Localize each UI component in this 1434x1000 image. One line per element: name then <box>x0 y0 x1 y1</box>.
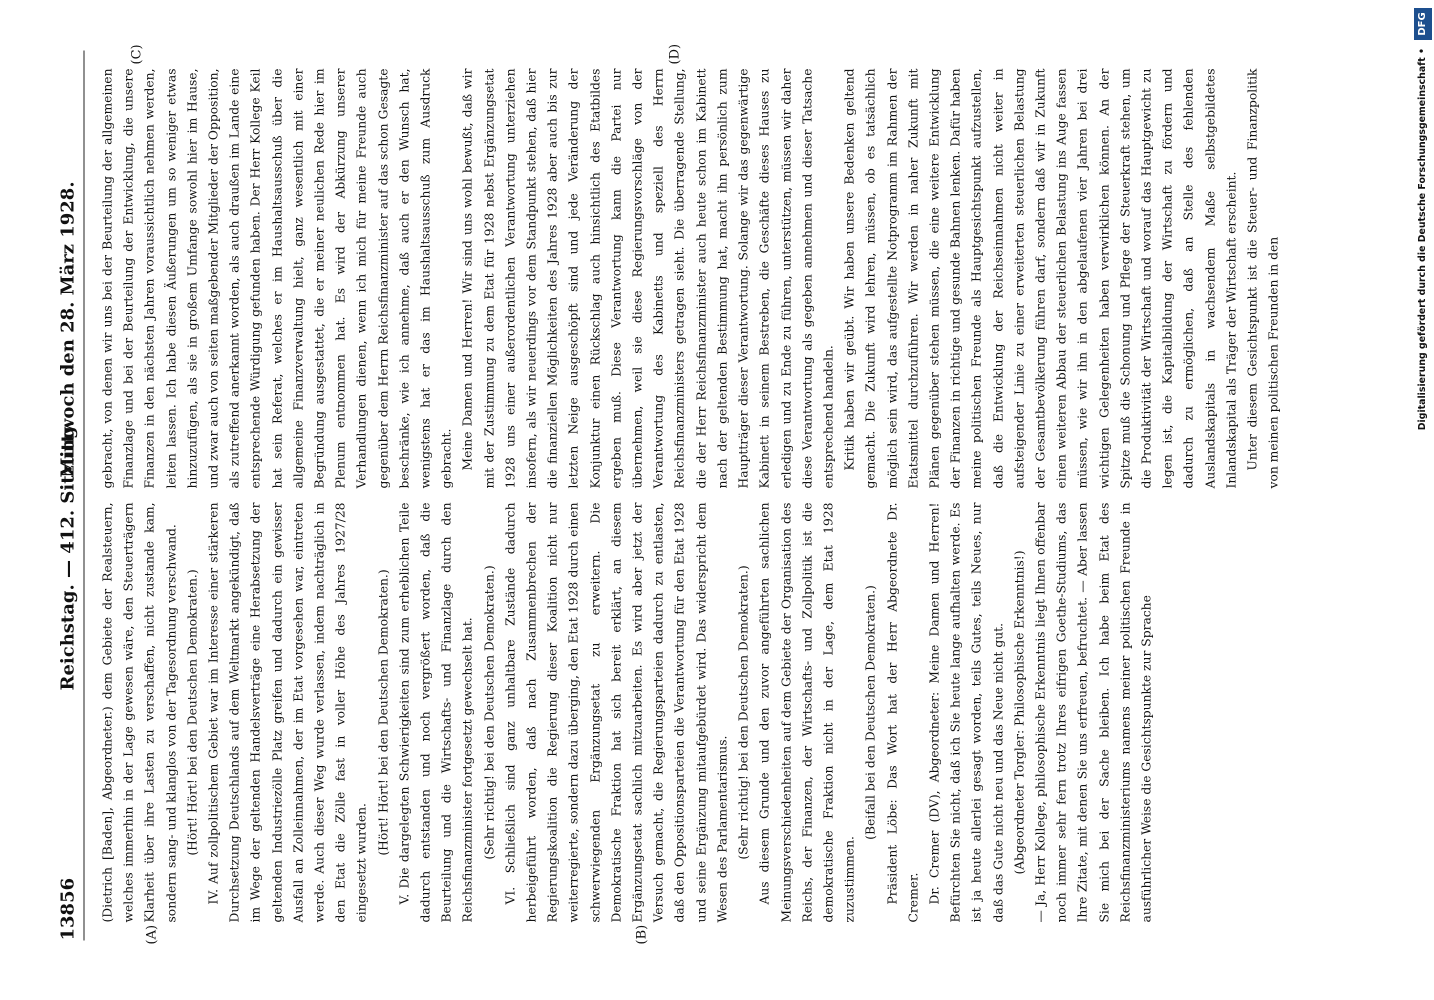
paragraph: V. Die dargelegten Schwierigkeiten sind zum erheblichen Teile dadurch entstanden und noch vergrößert worden, daß die Beurteilung und die Wirtschafts- und Finanzlage durch den Reichsfinanzminister fortgesetzt gewechselt hat. <box>397 502 475 923</box>
margin-marker-c: (C) <box>129 44 145 65</box>
paragraph: — Ja, Herr Kollege, philosophische Erkenntnis liegt Ihnen offenbar noch immer sehr fern trotz Ihres eifrigen Goethe-Studiums, das Ihre Zitate, mit denen Sie uns erfreuen, befruchtet. — Aber lassen Sie mich bei der Sache bleiben. Ich habe beim Etat des Reichsfinanzministeriums namens meiner politischen Freunde in ausführlicher Weise die Gesichtspunkte zur Sprache <box>1033 502 1154 923</box>
interjection: (Beifall bei den Deutschen Demokraten.) <box>863 585 878 840</box>
dfg-logo-text: DFG <box>1417 12 1428 36</box>
interjection: (Hört! Hört! bei den Deutschen Demokraten.) <box>185 569 200 856</box>
right-text-column <box>98 69 1363 489</box>
credit-text: Digitalisierung gefördert durch die Deutsche Forschungsgemeinschaft • <box>1417 48 1428 431</box>
paragraph: IV. Auf zollpolitischem Gebiet war im Interesse einer stärkeren Durchsetzung Deutschlands auf dem Weltmarkt angekündigt, daß im Wege der geltenden Handelsverträge eine Herabsetzung der geltenden Industriezölle Platz greifen und dadurch ein gewisser Ausfall an Zolleinnahmen, der im Etat vorgesehen war, eintreten werde. Auch dieser Weg wurde verlassen, indem nachträglich in den Etat die Zölle fast in voller Höhe des Jahres 1927/28 eingesetzt wurden. <box>206 502 369 923</box>
page-header <box>50 51 90 941</box>
left-text-column <box>98 503 1363 923</box>
paragraph: Unter diesem Gesichtspunkt ist die Steuer- und Finanzpolitik von meinen politischen Freunden in den <box>1245 68 1281 489</box>
paragraph: VI. Schließlich sind ganz unhaltbare Zustände dadurch herbeigeführt worden, daß nach Zusammenbrechen der Regierungskoalition die Regierung dieser Koalition nicht nur weiterregierte, sondern dazu überging, den Etat 1928 durch einen schwerwiegenden Ergänzungsetat zu erweitern. Die Demokratische Fraktion hat sich bereit erklärt, an diesem Ergänzungsetat sachlich mitzuarbeiten. Es wird aber jetzt der Versuch gemacht, die Regierungsparteien dadurch zu entlasten, daß den Oppositionsparteien die Verantwortung für den Etat 1928 und seine Ergänzung mitaufgebürdet wird. Das widerspricht dem Wesen des Parlamentarismus. <box>503 502 730 923</box>
paragraph: (Dietrich [Baden], Abgeordneter.) dem Gebiete der Realsteuern, welches immerhin in der Lage gewesen wäre, den Steuerträgern Klarheit über ihre Lasten zu verschaffen, nicht zustande kam, sondern sang- und klanglos von der Tagesordnung verschwand. <box>100 502 179 923</box>
margin-marker-b: (B) <box>634 924 650 945</box>
paragraph: Meine Damen und Herren! Wir sind uns wohl bewußt, daß wir mit der Zustimmung zu dem Etat für 1928 nebst Ergänzungsetat 1928 uns einer außerordentlichen Verantwortung unterziehen insofern, als wir neuerdings vor dem Standpunkt stehen, daß hier die finanziellen Möglichkeiten des Jahres 1928 aber auch bis zur letzten Neige ausgeschöpft sind und jede Veränderung der Konjunktur einen Rückschlag auch hinsichtlich des Etatbildes ergeben muß. Diese Verantwortung kann die Partei nur übernehmen, weil sie diese Regierungsvorschläge von der Verantwortung des Kabinetts und speziell des Herrn Reichsfinanzministers getragen sieht. Die überragende Stellung, die der Herr Reichsfinanzminister auch heute schon im Kabinett nach der geltenden Bestimmung hat, macht ihn persönlich zum Hauptträger dieser Verantwortung. Solange wir das gegenwärtige Kabinett in seinem Bestreben, die Geschäfte dieses Hauses zu erledigen und zu Ende zu führen, unterstützen, müssen wir daher diese Verantwortung als gegeben annehmen und dieser Tatsache entsprechend handeln. <box>460 68 836 489</box>
session-date: Mittwoch den 28. März 1928. <box>57 181 79 478</box>
paragraph: Aus diesem Grunde und den zuvor angeführten sachlichen Meinungsverschiedenheiten auf dem Gebiete der Organisation des Reichs, der Finanzen, der Wirtschafts- und Zollpolitik ist die demokratische Fraktion nicht in der Lage, dem Etat 1928 zuzustimmen. <box>757 502 857 923</box>
page-number: 13856 <box>57 877 79 941</box>
paragraph: gebracht, von denen wir uns bei der Beurteilung der allgemeinen Finanzlage und bei der Beurteilung der Entwicklung, die unsere Finanzen in den nächsten Jahren voraussichtlich nehmen werden, leiten lassen. Ich habe diesen Äußerungen um so weniger etwas hinzuzufügen, als sie in großem Umfange sowohl hier im Hause, und zwar auch von seiten maßgebender Mitglieder der Opposition, als zutreffend anerkannt worden, als auch draußen im Lande eine entsprechende Würdigung gefunden haben. Der Herr Kollege Keil hat sein Referat, welches er im Haushaltsausschuß über die allgemeine Finanzverwaltung hielt, ganz wesentlich mit einer Begründung ausgestattet, die er meiner neulichen Rede hier im Plenum entnommen hat. Es wird der Abkürzung unserer Verhandlungen dienen, wenn ich mich für meine Freunde auch gegenüber dem Herrn Reichsfinanzminister auf das schon Gesagte beschränke, wie ich annehme, daß auch er den Wunsch hat, wenigstens hat er das im Haushaltsausschuß zum Ausdruck gebracht. <box>100 68 454 489</box>
rotated-document-page <box>50 43 1385 945</box>
header-rule <box>84 51 85 941</box>
margin-marker-a: (A) <box>144 924 160 945</box>
margin-marker-d: (D) <box>667 43 683 65</box>
interjection: (Hört! Hört! bei den Deutschen Demokraten.) <box>376 569 391 856</box>
paragraph: Dr. Cremer (DV), Abgeordneter: Meine Damen und Herren! Befürchten Sie nicht, daß ich Sie heute lange aufhalten werde. Es ist ja heute allerlei gesagt worden, teils Gutes, teils Neues, nur daß das Gute nicht neu und das Neue nicht gut. <box>927 502 1006 923</box>
speaker-announcement: Präsident Löbe: Das Wort hat der Herr Abgeordnete Dr. Cremer. <box>885 502 921 923</box>
session-title: Reichstag. — 412. Sitzung. <box>57 420 79 691</box>
paragraph: Kritik haben wir geübt. Wir haben unsere Bedenken geltend gemacht. Die Zukunft wird lehren, müssen, ob es tatsächlich möglich sein wird, das aufgestellte Notprogramm im Rahmen der Etatsmittel durchzuführen. Wir werden in naher Zukunft mit Plänen gegenüber stehen müssen, die eine weitere Entwicklung der Finanzen in richtige und gesunde Bahnen lenken. Dafür haben meine politischen Freunde als Hauptgesichtspunkt aufzustellen, daß die Entwicklung der Reichseinnahmen nicht weiter in aufsteigender Linie zu einer erweiterten steuerlichen Belastung der Gesamtbevölkerung führen darf, sondern daß wir in Zukunft einen weiteren Abbau der steuerlichen Belastung ins Auge fassen müssen, wie wir ihn in den abgelaufenen vier Jahren bei drei wichtigen Gelegenheiten haben verwirklichen können. An der Spitze muß die Schonung und Pflege der Steuerkraft stehen, um die Produktivität der Wirtschaft und worauf das Hauptgewicht zu legen ist, die Kapitalbildung der Wirtschaft zu fördern und dadurch zu ermöglichen, daß an Stelle des fehlenden Auslandskapitals in wachsendem Maße selbstgebildetes Inlandskapital als Träger der Wirtschaft erscheint. <box>842 68 1239 489</box>
interjection: (Abgeordneter Torgler: Philosophische Erkenntnis!) <box>1012 550 1027 875</box>
interjection: (Sehr richtig! bei den Deutschen Demokraten.) <box>736 565 751 860</box>
digitization-credit <box>1414 8 1432 993</box>
dfg-logo <box>1414 8 1432 40</box>
interjection: (Sehr richtig! bei den Deutschen Demokraten.) <box>482 565 497 860</box>
